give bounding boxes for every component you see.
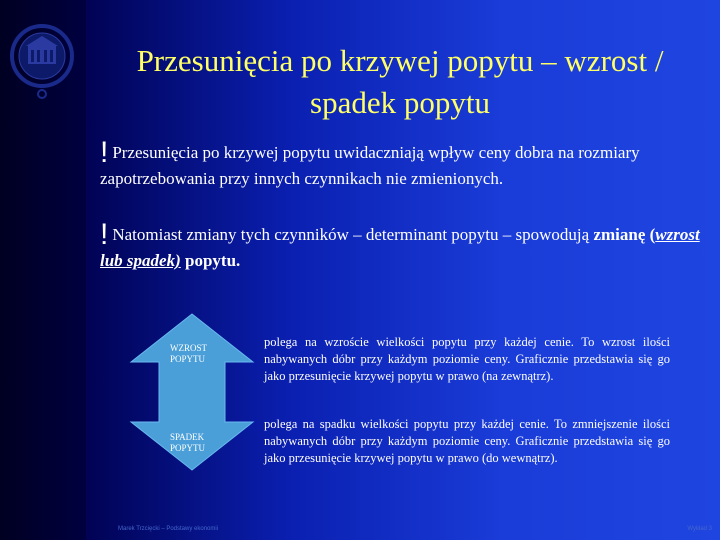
footer-left: Marek Trzcięcki – Podstawy ekonomii: [118, 526, 219, 532]
label-demand-increase: WZROST POPYTU: [170, 343, 207, 364]
university-logo-icon: [8, 20, 76, 100]
bullet-2-text: Natomiast zmiany tych czynników – determinant popytu – spowodują: [112, 225, 594, 244]
exclamation-bullet-icon: !: [100, 218, 109, 251]
bullet-1: [100, 136, 700, 192]
footer-right: Wykład 3: [687, 526, 712, 532]
bullet-2: [100, 218, 700, 274]
description-demand-decrease: polega na spadku wielkości popytu przy każdej cenie. To zmniejszenie ilości nabywanych dóbr przy każdym poziomie ceny. Graficznie przedstawia się go jako przesunięcie krzywej popytu w prawo (do wewnątrz).: [264, 417, 670, 465]
bullet-2-end: popytu.: [180, 251, 241, 270]
label-demand-decrease: SPADEK POPYTU: [170, 432, 206, 453]
exclamation-bullet-icon: !: [100, 136, 109, 169]
slide-title: Przesunięcia po krzywej popytu – wzrost / spadek popytu: [136, 43, 664, 120]
description-demand-increase: polega na wzroście wielkości popytu przy każdej cenie. To wzrost ilości nabywanych dóbr przy każdym poziomie ceny. Graficznie przedstawia się go jako przesunięcie krzywej popytu w prawo (na zewnątrz).: [264, 335, 670, 383]
bullet-2-bold: zmianę (: [593, 225, 656, 244]
bullet-2-emphasis: wzrost lub spadek): [100, 225, 700, 270]
double-arrow-diagram: [129, 312, 255, 472]
bullet-1-text: Przesunięcia po krzywej popytu uwidaczniają wpływ ceny dobra na rozmiary zapotrzebowania przy innych czynnikach nie zmienionych.: [100, 143, 640, 188]
